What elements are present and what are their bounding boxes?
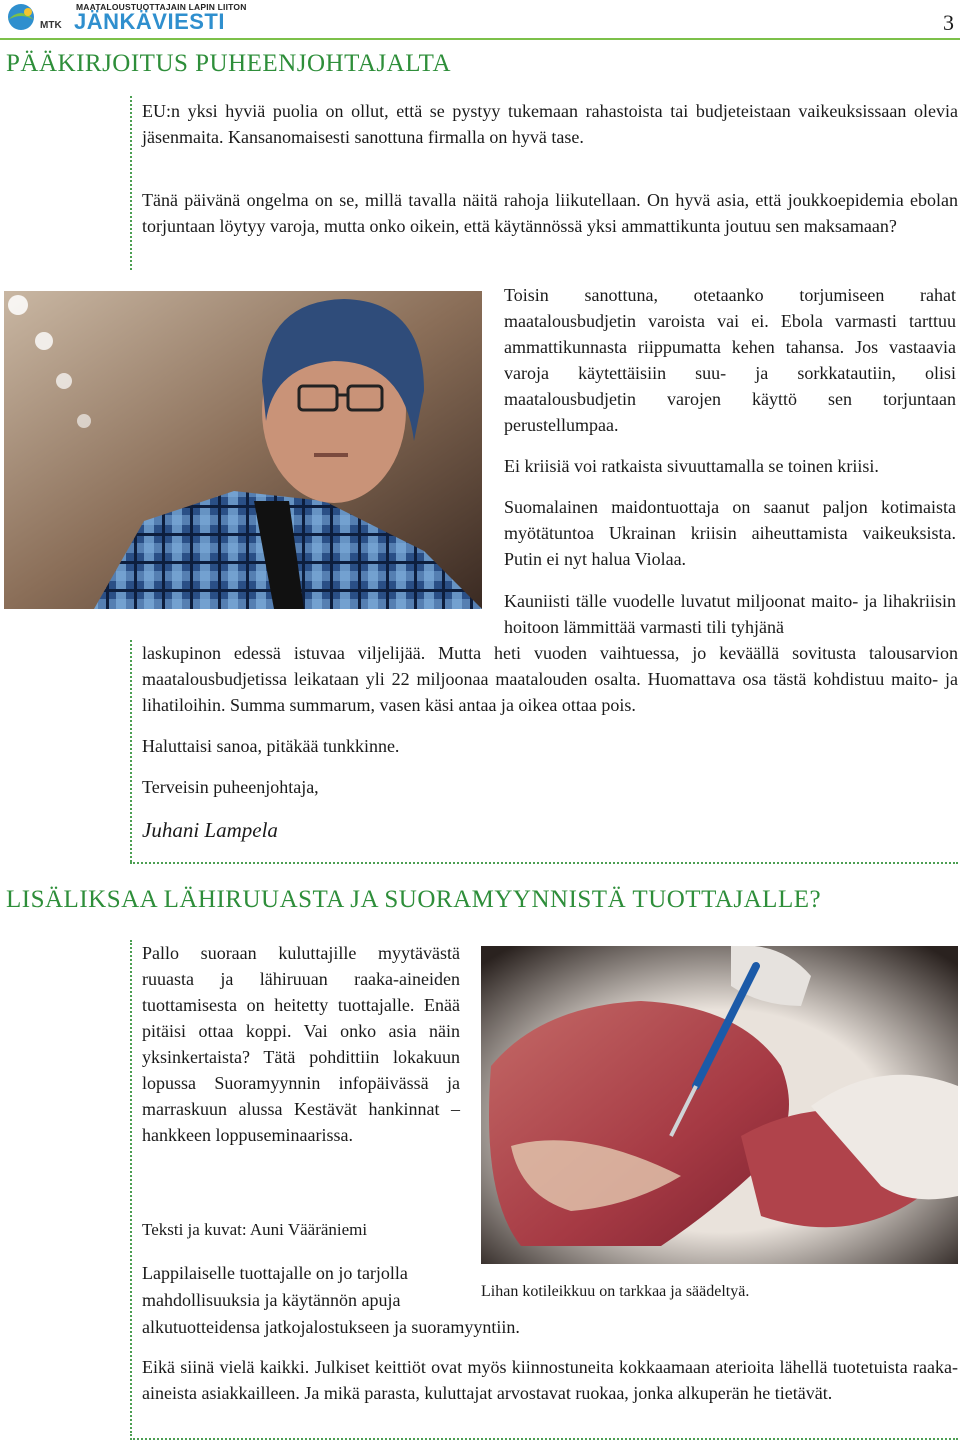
paragraph-line: Lappilaiselle tuottajalle on jo tarjolla <box>142 1263 408 1283</box>
page-number: 3 <box>943 10 954 35</box>
meat-cutting-photo <box>481 946 958 1264</box>
portrait-photo <box>4 291 482 609</box>
logo <box>4 2 38 32</box>
paragraph: Ei kriisiä voi ratkaista sivuuttamalla se toinen kriisi. <box>504 456 879 476</box>
paragraph: Suomalainen maidontuottaja on saanut paljon kotimaista myötätuntoa Ukrainan kriisin aiheuttamista vaikeuksista. Putin ei nyt halua Violaa. <box>504 497 956 569</box>
paragraph: Terveisin puheenjohtaja, <box>142 777 319 797</box>
lead-paragraph: Pallo suoraan kuluttajille myytävästä ruuasta ja lähiruuan raaka-aineiden tuottamisesta on heitetty tuottajalle. Enää pitäisi ottaa koppi. Vai onko asia näin yksinkertaista? Tätä pohdittiin lokakuun lopussa Suoramyynnin infopäivässä ja marraskuun alussa Kestävät hankinnat –hankkeen loppuseminaarissa. <box>142 943 460 1145</box>
header-rule <box>0 38 960 40</box>
margin-rule <box>130 640 132 862</box>
lead-paragraph: EU:n yksi hyviä puolia on ollut, että se pystyy tukemaan rahastoista tai budjeteistaan vaikeuksissaan olevia jäsenmaita. Kansanomaisesti sanottuna firmalla on hyvä tase. <box>142 101 958 147</box>
paragraph: Eikä siinä vielä kaikki. Julkiset keittiöt ovat myös kiinnostuneita kokkaamaan aterioita lähellä tuotetuista raaka-aineista asiakkailleen. Ja mikä parasta, kuluttajat arvostavat ruokaa, jonka alkuperän he tietävät. <box>142 1357 958 1403</box>
paragraph-line: mahdollisuuksia ja käytännön apuja <box>142 1290 401 1310</box>
photo-caption: Lihan kotileikkuu on tarkkaa ja säädeltyä. <box>481 1283 750 1300</box>
signature: Juhani Lampela <box>142 818 278 842</box>
margin-rule <box>130 96 132 270</box>
paragraph: Tänä päivänä ongelma on se, millä tavalla näitä rahoja liikutellaan. On hyvä asia, että joukkoepidemia ebolan torjuntaan löytyy varoja, mutta onko oikein, että käytännössä yksi ammattikunta joutuu sen maksamaan? <box>142 190 958 236</box>
paragraph-line: alkutuotteidensa jatkojalostukseen ja suoramyyntiin. <box>142 1317 520 1337</box>
bottom-divider <box>130 1438 958 1440</box>
paragraph: laskupinon edessä istuvaa viljelijää. Mutta heti vuoden vaihtuessa, jo keväällä sovitusta talousarvion maatalousbudjetissa leikataan yli 22 miljoonaa maatalouden osalta. Huomattava osa tästä kohdistuu maito- ja lihatiloihin. Summa summarum, vasen käsi antaa ja oikea ottaa pois. <box>142 643 958 715</box>
section-divider <box>130 862 958 864</box>
paragraph: Toisin sanottuna, otetaanko torjumiseen rahat maatalousbudjetin varoista vai ei. Ebola varmasti tarttuu ammattikunnasta riippumatta kehen tahansa. Jos vastaavia varoja käytettäisiin suu- ja sorkkatautiin, olisi maatalousbudjetin varojen käyttö sen torjuntaan perustellumpaa. <box>504 285 956 435</box>
section-title-editorial: PÄÄKIRJOITUS PUHEENJOHTAJALTA <box>6 50 452 77</box>
paragraph: Kauniisti tälle vuodelle luvatut miljoonat maito- ja lihakriisin hoitoon lämmittää varmasti tili tyhjänä <box>504 591 956 637</box>
org-label: MTK <box>40 20 62 31</box>
publisher-label: MAATALOUSTUOTTAJAIN LAPIN LIITON <box>76 2 247 12</box>
paragraph: Haluttaisi sanoa, pitäkää tunkkinne. <box>142 736 400 756</box>
section-title-local-food: LISÄLIKSAA LÄHIRUUASTA JA SUORAMYYNNISTÄ TUOTTAJALLE? <box>6 886 822 913</box>
byline: Teksti ja kuvat: Auni Vääräniemi <box>142 1220 368 1239</box>
publication-title: JÄNKÄVIESTI <box>74 9 225 34</box>
margin-rule <box>130 940 132 1436</box>
